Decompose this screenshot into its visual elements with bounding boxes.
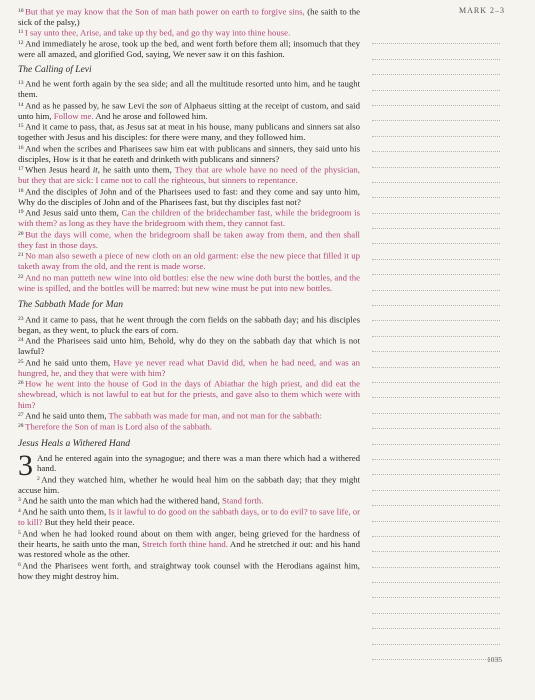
section-heading: The Calling of Levi [18,64,92,75]
verse [18,143,360,164]
journaling-lines [372,29,500,669]
verse-number: 25 [18,358,24,365]
note-line[interactable] [372,552,500,567]
note-line[interactable] [372,568,500,583]
note-line[interactable] [372,91,500,106]
note-line[interactable] [372,229,500,244]
verse-text: And it came to pass, that, as Jesus sat at meat in his house, many publicans and sinners sat also together with Jesus and his disciples: for there were many, and they followed him. [18,121,360,143]
verse-text: out: and his hand was restored whole as the other. [18,538,360,560]
verse [18,250,360,271]
words-of-christ: The sabbath was made for man, and not man for the sabbath: [108,410,322,421]
note-line[interactable] [372,368,500,383]
verse [18,27,360,38]
verse-text: (he saith to the sick of the palsy,) [18,6,360,27]
note-line[interactable] [372,398,500,413]
words-of-christ: How he went into the house of God in the days of Abiathar the high priest, and did eat the shewbread, which is not lawful to eat but for the priests, and gave also to them which were with him? [18,378,360,410]
words-of-christ: Follow me. [53,110,94,121]
verse [18,335,360,356]
note-line[interactable] [372,152,500,167]
verse [18,78,360,99]
note-line[interactable] [372,291,500,306]
verse-text: And the disciples of John and of the Pharisees used to fast: and they come and say unto him, Why do the disciples of John and of the Pharisees fast, but thy disciples fast not? [18,186,360,207]
note-line[interactable] [372,506,500,521]
verse-number: 11 [18,29,24,36]
verse-text: When Jesus heard [25,164,93,175]
verse-number: 12 [18,40,24,47]
verse-text: And it came to pass, that he went through the corn fields on the sabbath day; and his disciples began, as they went, to pluck the ears of corn. [18,314,360,335]
verse-text: And he saith unto the man which had the withered hand, [22,495,223,506]
note-line[interactable] [372,522,500,537]
chapter-number: 3 [18,448,33,482]
note-line[interactable] [372,260,500,275]
note-line[interactable] [372,75,500,90]
verse [18,560,360,581]
words-of-christ: Can the children of the bridechamber fast, while the bridegroom is with them? as long as they have the bridegroom with them, they cannot fast. [18,207,360,229]
verse-number: 20 [18,230,24,237]
section-heading: Jesus Heals a Withered Hand [18,439,131,450]
words-of-christ: Therefore the Son of man is Lord also of the sabbath. [25,421,212,432]
note-line[interactable] [372,244,500,259]
verse-number: 21 [18,252,24,259]
verse-text: of Alphaeus sitting at the receipt of custom, and said unto him, [18,100,360,121]
note-line[interactable] [372,629,500,644]
verse [18,410,360,421]
verse-number: 24 [18,337,24,344]
verse [18,6,360,27]
note-line[interactable] [372,137,500,152]
verse-text: And the Pharisees went forth, and straightway took counsel with the Herodians against him, how they might destroy him. [18,560,360,581]
verse-number: 17 [18,166,24,173]
verse-text: And as he passed by, he saw Levi the [25,100,160,111]
note-line[interactable] [372,337,500,352]
note-line[interactable] [372,183,500,198]
verse [18,38,360,59]
words-of-christ: Is it lawful to do good on the sabbath days, or to do evil? to save life, or to kill? [18,506,361,528]
verse-text: And immediately he arose, took up the bed, and went forth before them all; insomuch that they were all amazed, and glorified God, saying, We never saw it on this fashion. [18,38,360,60]
note-line[interactable] [372,106,500,121]
verse-text: But they held their peace. [42,517,135,528]
note-line[interactable] [372,445,500,460]
verse-text: And he arose and followed him. [93,110,208,121]
page-number: 1035 [487,655,502,664]
verse-text: And he said unto them, [25,357,114,368]
verse-text: And he saith unto them, [22,506,109,517]
verse [18,474,360,495]
verse [18,495,360,506]
verse-number: 28 [18,423,24,430]
verse-text: And Jesus said unto them, [25,207,122,218]
note-line[interactable] [372,168,500,183]
running-head: MARK 2–3 [458,6,505,15]
note-line[interactable] [372,383,500,398]
verse-number: 22 [18,273,24,280]
verse [18,528,360,560]
note-line[interactable] [372,645,500,660]
note-line[interactable] [372,44,500,59]
words-of-christ: Have ye never read what David did, when he had need, and was an hungred, he, and they that were with him? [18,357,360,378]
verse-number: 19 [18,209,24,216]
verse-number: 23 [18,315,24,322]
verse-number: 14 [18,101,24,108]
note-line[interactable] [372,198,500,213]
verse [18,448,360,482]
words-of-christ: But that ye may know that the Son of man hath power on earth to forgive sins, [25,6,305,17]
note-line[interactable] [372,598,500,613]
note-line[interactable] [372,460,500,475]
verse-text: And the Pharisees said unto him, Behold, why do they on the sabbath day that which is not lawful? [18,335,360,357]
verse [18,186,360,207]
note-line[interactable] [372,214,500,229]
words-of-christ: Stand forth. [222,495,264,506]
note-line[interactable] [372,121,500,136]
words-of-christ: But the days will come, when the bridegroom shall be taken away from them, and then shall they fast in those days. [18,229,360,250]
note-line[interactable] [372,475,500,490]
note-line[interactable] [372,275,500,290]
verse [18,100,360,121]
verse-text: And when he had looked round about on them with anger, being grieved for the hardness of their hearts, he saith unto the man, [18,528,360,549]
note-line[interactable] [372,491,500,506]
verse-number: 2 [37,475,40,482]
section-heading: The Sabbath Made for Man [18,300,124,311]
note-line[interactable] [372,537,500,552]
note-line[interactable] [372,29,500,44]
verse [18,357,360,378]
note-line[interactable] [372,321,500,336]
verse-number: 18 [18,187,24,194]
verse-text: it [92,164,98,175]
verse [18,207,360,228]
verse-text: , he saith unto them, [97,164,175,175]
note-line[interactable] [372,60,500,75]
verse-text: And he entered again into the synagogue; and there was a man there which had a withered hand. [37,452,360,474]
verse-number: 4 [18,508,21,515]
verse [18,229,360,250]
note-line[interactable] [372,352,500,367]
verse-number: 26 [18,380,24,387]
note-line[interactable] [372,414,500,429]
verse [18,421,360,432]
note-line[interactable] [372,583,500,598]
verse-number: 15 [18,123,24,130]
verse-text: And he stretched [227,538,293,549]
verse-text: son [159,100,172,111]
verse-number: 27 [18,412,24,419]
verse-number: 6 [18,561,21,568]
verse [18,506,360,527]
words-of-christ: They that are whole have no need of the physician, but they that are sick: I came not to call the righteous, but sinners to repentance. [18,164,360,186]
verse-number: 10 [18,8,24,14]
words-of-christ: No man also seweth a piece of new cloth on an old garment: else the new piece that filled it up taketh away from the old, and the rent is made worse. [18,250,360,272]
scripture-text [18,6,360,581]
verse [18,314,360,335]
words-of-christ: Stretch forth thine hand. [142,538,228,549]
verse-text: And he said unto them, [25,410,109,421]
verse [18,272,360,293]
verse-number: 3 [18,497,21,504]
verse-number: 16 [18,144,24,151]
note-line[interactable] [372,429,500,444]
note-line[interactable] [372,614,500,629]
verse-number: 5 [18,529,21,536]
verse-text: And he went forth again by the sea side; and all the multitude resorted unto him, and he taught them. [18,78,360,100]
words-of-christ: And no man putteth new wine into old bottles: else the new wine doth burst the bottles, and the wine is spilled, and the bottles will be marred: but new wine must be put into new bottles. [18,272,360,293]
verse-text: it [292,538,297,549]
words-of-christ: I say unto thee, Arise, and take up thy bed, and go thy way into thine house. [24,27,291,38]
verse [18,164,360,185]
verse [18,378,360,410]
note-line[interactable] [372,306,500,321]
verse-number: 13 [18,80,24,87]
verse [18,121,360,142]
verse-text: And they watched him, whether he would heal him on the sabbath day; that they might accuse him. [18,474,360,495]
verse-text: And when the scribes and Pharisees saw him eat with publicans and sinners, they said unto his disciples, How is it that he eateth and drinketh with publicans and sinners? [18,143,360,164]
